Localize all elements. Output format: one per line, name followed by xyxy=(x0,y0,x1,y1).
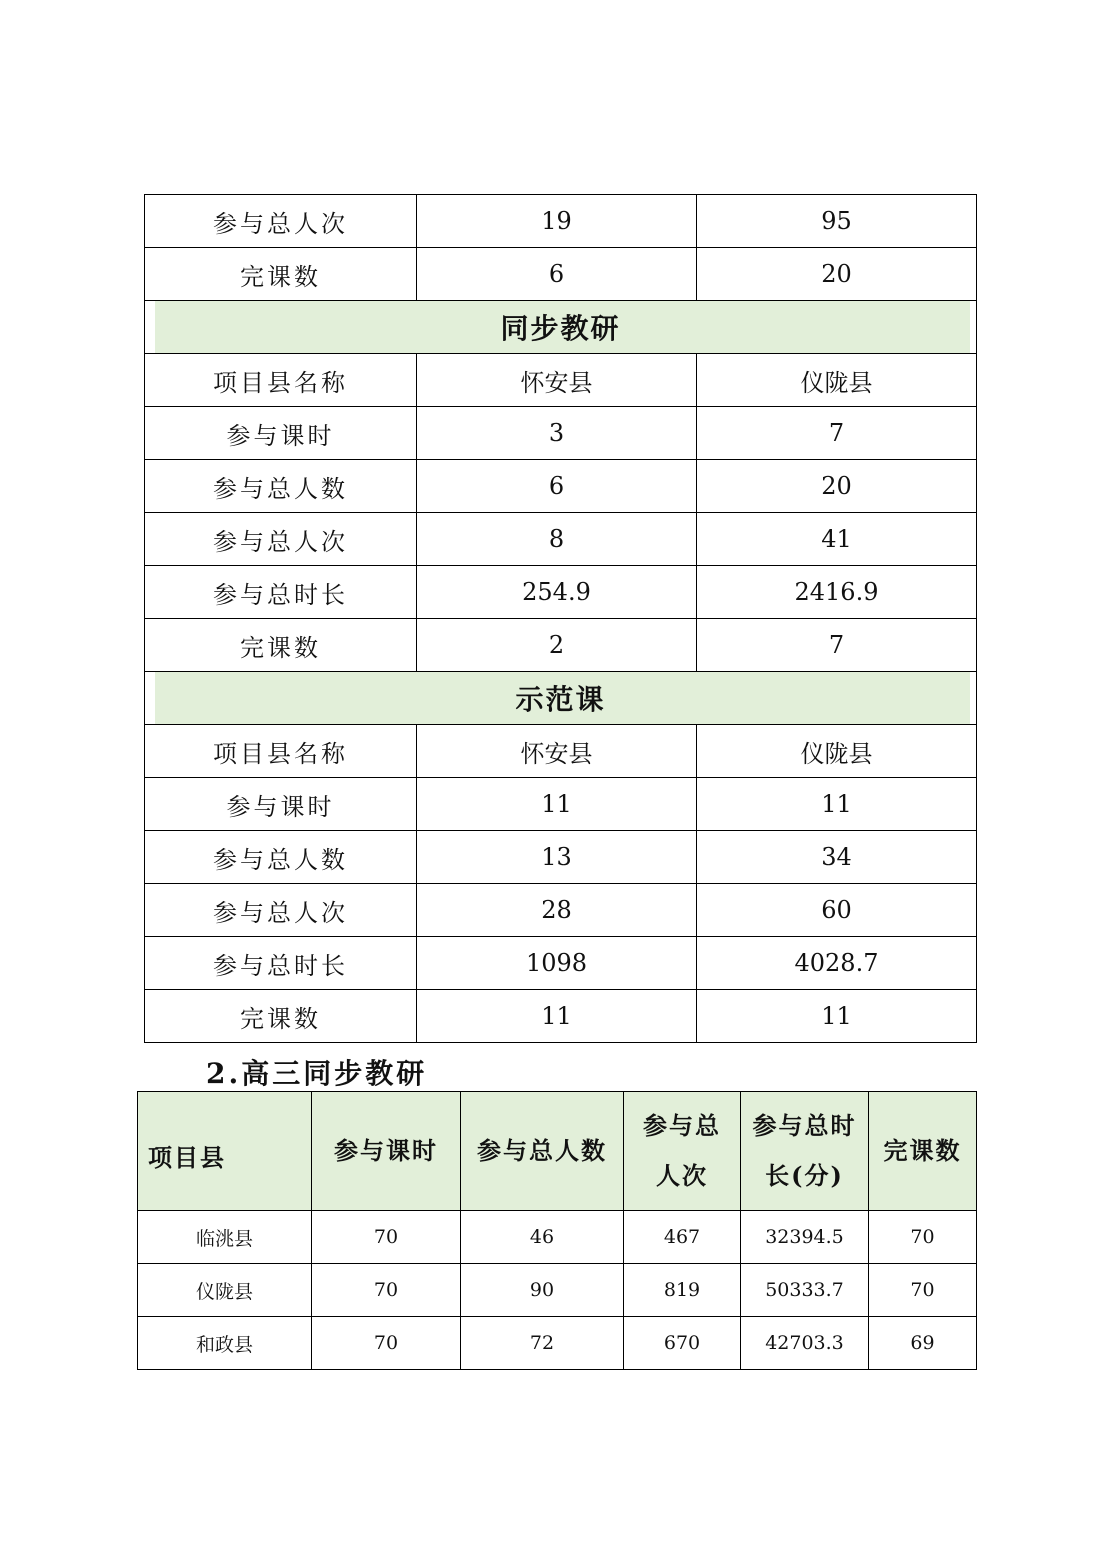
value-cell: 11 xyxy=(417,990,697,1043)
table-row xyxy=(145,778,977,831)
value-cell: 70 xyxy=(312,1211,461,1264)
county-cell: 临洮县 xyxy=(138,1211,312,1264)
value-cell: 28 xyxy=(417,884,697,937)
value-cell: 254.9 xyxy=(417,566,697,619)
table-row xyxy=(145,407,977,460)
section-title-row xyxy=(145,672,977,725)
value-cell: 6 xyxy=(417,248,697,301)
row-label: 参与课时 xyxy=(145,778,417,831)
table-row xyxy=(138,1211,977,1264)
table-row xyxy=(145,195,977,248)
row-label: 完课数 xyxy=(145,990,417,1043)
value-cell: 19 xyxy=(417,195,697,248)
row-label: 完课数 xyxy=(145,619,417,672)
table-header-row xyxy=(145,354,977,407)
value-cell: 90 xyxy=(461,1264,624,1317)
value-cell: 32394.5 xyxy=(741,1211,869,1264)
table-row xyxy=(145,513,977,566)
county-stats-table xyxy=(144,194,977,1043)
header-line: 完课数 xyxy=(883,1136,962,1165)
section-title: 同步教研 xyxy=(145,301,977,354)
row-label: 完课数 xyxy=(145,248,417,301)
column-header: 怀安县 xyxy=(417,354,697,407)
value-cell: 70 xyxy=(869,1211,977,1264)
row-label: 参与总时长 xyxy=(145,566,417,619)
value-cell: 60 xyxy=(697,884,977,937)
table-row xyxy=(145,884,977,937)
column-header xyxy=(869,1092,977,1211)
value-cell: 70 xyxy=(869,1264,977,1317)
table-row xyxy=(138,1264,977,1317)
column-header: 怀安县 xyxy=(417,725,697,778)
value-cell: 70 xyxy=(312,1264,461,1317)
value-cell: 69 xyxy=(869,1317,977,1370)
value-cell: 467 xyxy=(624,1211,741,1264)
value-cell: 819 xyxy=(624,1264,741,1317)
row-label: 参与总人次 xyxy=(145,195,417,248)
value-cell: 46 xyxy=(461,1211,624,1264)
value-cell: 72 xyxy=(461,1317,624,1370)
value-cell: 34 xyxy=(697,831,977,884)
table-row xyxy=(145,460,977,513)
value-cell: 50333.7 xyxy=(741,1264,869,1317)
value-cell: 4028.7 xyxy=(697,937,977,990)
row-label: 参与总人次 xyxy=(145,513,417,566)
column-header: 仪陇县 xyxy=(697,725,977,778)
row-label: 项目县名称 xyxy=(145,354,417,407)
table-row xyxy=(145,937,977,990)
section-title-row xyxy=(145,301,977,354)
header-line: 参与总 xyxy=(643,1111,721,1140)
value-cell: 42703.3 xyxy=(741,1317,869,1370)
value-cell: 7 xyxy=(697,619,977,672)
header-line: 人次 xyxy=(656,1161,708,1190)
column-header xyxy=(312,1092,461,1211)
column-header xyxy=(624,1092,741,1211)
value-cell: 2416.9 xyxy=(697,566,977,619)
header-line: 参与课时 xyxy=(334,1136,438,1165)
column-header xyxy=(741,1092,869,1211)
value-cell: 7 xyxy=(697,407,977,460)
value-cell: 70 xyxy=(312,1317,461,1370)
section-heading: 2.高三同步教研 xyxy=(206,1057,428,1090)
header-line: 项目县 xyxy=(148,1143,226,1172)
table-row xyxy=(145,619,977,672)
header-line: 长(分) xyxy=(765,1161,844,1190)
value-cell: 3 xyxy=(417,407,697,460)
value-cell: 8 xyxy=(417,513,697,566)
value-cell: 20 xyxy=(697,460,977,513)
header-line: 参与总人数 xyxy=(477,1136,607,1165)
table-row xyxy=(145,990,977,1043)
senior-sync-research-table xyxy=(137,1091,977,1370)
header-line: 参与总时 xyxy=(752,1111,857,1140)
table-row xyxy=(145,831,977,884)
value-cell: 11 xyxy=(417,778,697,831)
county-cell: 仪陇县 xyxy=(138,1264,312,1317)
value-cell: 95 xyxy=(697,195,977,248)
table-row xyxy=(138,1317,977,1370)
value-cell: 11 xyxy=(697,990,977,1043)
table-row xyxy=(145,248,977,301)
table-row xyxy=(145,566,977,619)
row-label: 项目县名称 xyxy=(145,725,417,778)
row-label: 参与总人数 xyxy=(145,831,417,884)
row-label: 参与总人数 xyxy=(145,460,417,513)
value-cell: 2 xyxy=(417,619,697,672)
table-header-row xyxy=(145,725,977,778)
value-cell: 11 xyxy=(697,778,977,831)
row-label: 参与课时 xyxy=(145,407,417,460)
section-title: 示范课 xyxy=(145,672,977,725)
value-cell: 670 xyxy=(624,1317,741,1370)
value-cell: 1098 xyxy=(417,937,697,990)
value-cell: 6 xyxy=(417,460,697,513)
column-header: 仪陇县 xyxy=(697,354,977,407)
row-label: 参与总时长 xyxy=(145,937,417,990)
value-cell: 41 xyxy=(697,513,977,566)
county-cell: 和政县 xyxy=(138,1317,312,1370)
table-header-row xyxy=(138,1092,977,1211)
value-cell: 20 xyxy=(697,248,977,301)
value-cell: 13 xyxy=(417,831,697,884)
column-header xyxy=(138,1092,312,1211)
row-label: 参与总人次 xyxy=(145,884,417,937)
column-header xyxy=(461,1092,624,1211)
